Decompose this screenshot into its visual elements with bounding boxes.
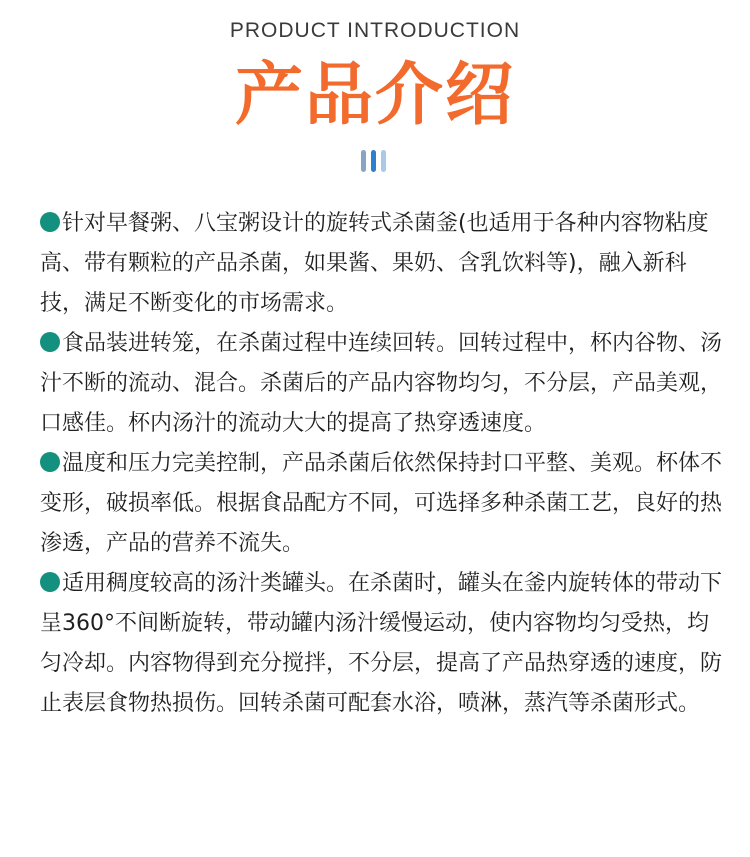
section-eyebrow: PRODUCT INTRODUCTION — [229, 19, 521, 42]
section-title: 产品介绍 — [234, 56, 515, 135]
section-header — [0, 0, 750, 190]
accent-bar-1 — [361, 150, 366, 172]
paragraph-text: 针对早餐粥、八宝粥设计的旋转式杀菌釜(也适用于各种内容物粘度高、带有颗粒的产品杀菌，如果酱、果奶、含乳饮料等)，融入新科技，满足不断变化的市场需求。 — [40, 211, 709, 316]
description-paragraph-3 — [40, 444, 730, 564]
product-description — [40, 204, 730, 724]
description-paragraph-1 — [40, 204, 730, 324]
paragraph-text: 食品装进转笼，在杀菌过程中连续回转。回转过程中，杯内谷物、汤汁不断的流动、混合。杀菌后的产品内容物均匀，不分层，产品美观，口感佳。杯内汤汁的流动大大的提高了热穿透速度。 — [40, 331, 723, 436]
paragraph-text: 温度和压力完美控制，产品杀菌后依然保持封口平整、美观。杯体不变形，破损率低。根据食品配方不同，可选择多种杀菌工艺，良好的热渗透，产品的营养不流失。 — [40, 451, 723, 556]
bullet-dot-icon — [40, 572, 60, 592]
accent-bar-2 — [371, 150, 376, 172]
bullet-dot-icon — [40, 332, 60, 352]
description-paragraph-2 — [40, 324, 730, 444]
decorative-bars-icon — [361, 150, 395, 172]
description-paragraph-4 — [40, 564, 730, 724]
bullet-dot-icon — [40, 452, 60, 472]
accent-bar-3 — [381, 150, 386, 172]
paragraph-text: 适用稠度较高的汤汁类罐头。在杀菌时，罐头在釜内旋转体的带动下呈360°不间断旋转，带动罐内汤汁缓慢运动，使内容物均匀受热，均匀冷却。内容物得到充分搅拌，不分层，提高了产品热穿透的速度，防止表层食物热损伤。回转杀菌可配套水浴，喷淋，蒸汽等杀菌形式。 — [40, 571, 723, 716]
bullet-dot-icon — [40, 212, 60, 232]
